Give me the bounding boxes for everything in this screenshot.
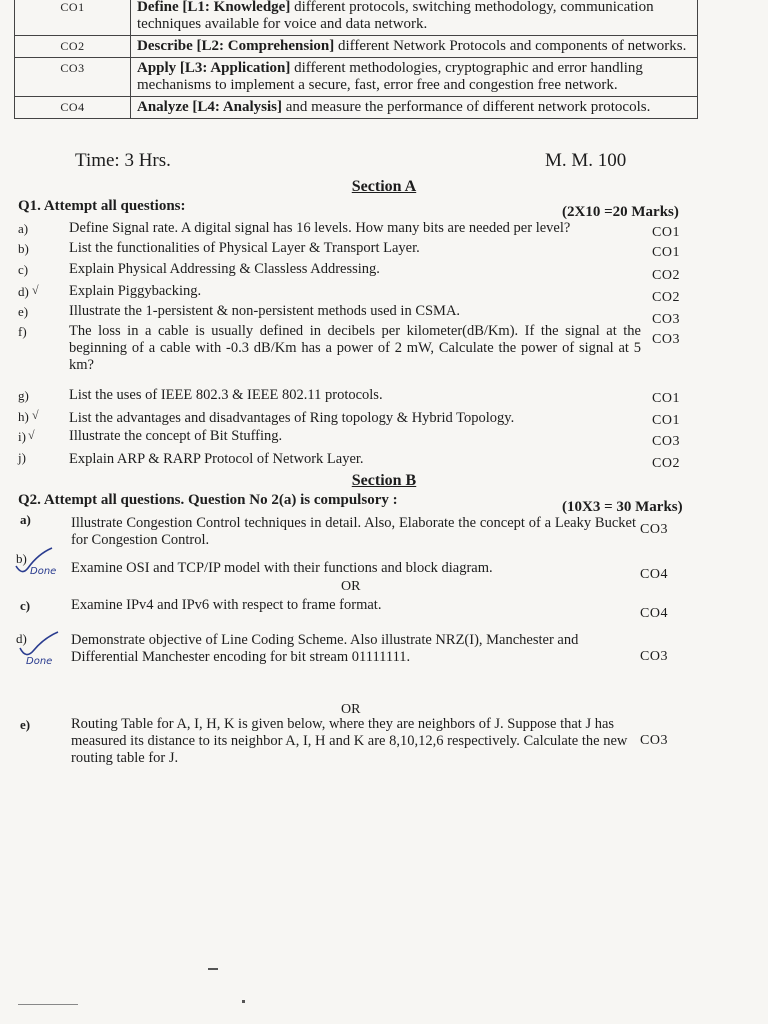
- question-text: The loss in a cable is usually defined in decibels per kilometer(dB/Km). If the signal at the beginning of a cable with -0.3 dB/Km has a power of 2 mW, Calculate the power of signal at 5 km?: [69, 323, 641, 373]
- question-label: g): [18, 388, 29, 403]
- question-label: a): [20, 512, 31, 527]
- outcome-description: [131, 0, 698, 36]
- question-text: Explain Piggybacking.: [69, 283, 202, 299]
- question-label: f): [18, 324, 27, 339]
- course-outcomes-table: [14, 0, 698, 119]
- question-text: Define Signal rate. A digital signal has 16 levels. How many bits are needed per level?: [69, 220, 571, 236]
- outcome-description: [131, 97, 698, 119]
- question-text: Examine IPv4 and IPv6 with respect to frame format.: [71, 597, 382, 613]
- outcome-text: different protocols, switching methodology, communication techniques available for voice and data network.: [137, 0, 654, 32]
- question-co: CO3: [640, 522, 668, 537]
- question-co: CO4: [640, 606, 668, 621]
- question-co: CO3: [652, 434, 680, 449]
- outcome-text: different methodologies, cryptographic and error handling mechanisms to implement a secure, fast, error free and congestion free network.: [137, 60, 643, 93]
- question-co: CO2: [652, 456, 680, 471]
- question-text: Routing Table for A, I, H, K is given below, where they are neighbors of J. Suppose that J has measured its distance to its neighbor A, I, H and K are 8,10,12,6 respectively. Calculate the new routing table for J.: [71, 716, 628, 766]
- scan-speck: [242, 1000, 245, 1003]
- question-co: CO2: [652, 268, 680, 283]
- table-row: [15, 97, 698, 119]
- section-b-title: Section B: [351, 472, 417, 489]
- question-co: CO3: [640, 733, 668, 748]
- section-a-title: Section A: [351, 178, 417, 195]
- question-text: List the advantages and disadvantages of Ring topology & Hybrid Topology.: [69, 410, 515, 426]
- question-co: CO4: [640, 567, 668, 582]
- outcome-text: different Network Protocols and components of networks.: [337, 38, 687, 54]
- done-annotation: Done: [30, 566, 57, 577]
- outcome-code: CO1: [15, 0, 131, 36]
- question-co: CO3: [652, 312, 680, 327]
- question-text: Illustrate the 1-persistent & non-persistent methods used in CSMA.: [69, 303, 461, 319]
- table-row: [15, 58, 698, 97]
- question-label: e): [20, 717, 31, 732]
- outcome-text: and measure the performance of different network protocols.: [285, 99, 651, 115]
- question-label: d): [18, 284, 29, 299]
- question-label: d): [16, 631, 27, 646]
- question-text: Demonstrate objective of Line Coding Scheme. Also illustrate NRZ(I), Manchester and Differential Manchester encoding for bit stream 01111111.: [71, 632, 579, 665]
- outcome-level: Describe [L2: Comprehension]: [137, 38, 335, 54]
- outcome-level: Define [L1: Knowledge]: [137, 0, 291, 15]
- outcome-code: CO4: [15, 97, 131, 119]
- or-separator: OR: [341, 702, 361, 717]
- question-label: a): [18, 221, 29, 236]
- question-text: List the functionalities of Physical Layer & Transport Layer.: [69, 240, 420, 256]
- table-row: [15, 36, 698, 58]
- exam-duration: Time: 3 Hrs.: [75, 150, 171, 171]
- tick-mark: √: [32, 283, 39, 297]
- scan-line: [18, 1004, 78, 1005]
- outcome-description: [131, 58, 698, 97]
- question-co: CO3: [640, 649, 668, 664]
- outcome-level: Apply [L3: Application]: [137, 60, 291, 76]
- question-text: Illustrate Congestion Control techniques in detail. Also, Elaborate the concept of a Leaky Bucket for Congestion Control.: [71, 515, 636, 548]
- question-label: c): [20, 598, 31, 613]
- question-co: CO3: [652, 332, 680, 347]
- section-a-marks: (2X10 =20 Marks): [562, 204, 679, 220]
- tick-mark: √: [32, 408, 39, 422]
- question-text: Explain Physical Addressing & Classless Addressing.: [69, 261, 380, 277]
- question-co: CO1: [652, 245, 680, 260]
- question-label: c): [18, 262, 29, 277]
- outcome-code: CO3: [15, 58, 131, 97]
- or-separator: OR: [341, 579, 361, 594]
- question-text: Illustrate the concept of Bit Stuffing.: [69, 428, 283, 444]
- question-label: b): [16, 551, 27, 566]
- done-annotation: Done: [26, 656, 53, 667]
- question-text: Explain ARP & RARP Protocol of Network Layer.: [69, 451, 364, 467]
- question-label: j): [18, 450, 26, 465]
- question-text: Examine OSI and TCP/IP model with their functions and block diagram.: [71, 560, 493, 576]
- question-text: List the uses of IEEE 802.3 & IEEE 802.11 protocols.: [69, 387, 383, 403]
- outcome-code: CO2: [15, 36, 131, 58]
- question-co: CO2: [652, 290, 680, 305]
- max-marks: M. M. 100: [545, 150, 627, 171]
- question-co: CO1: [652, 225, 680, 240]
- scan-smudge: [208, 968, 218, 970]
- question-co: CO1: [652, 413, 680, 428]
- section-b-marks: (10X3 = 30 Marks): [562, 499, 683, 515]
- question-label: b): [18, 241, 29, 256]
- table-row: [15, 0, 698, 36]
- tick-mark: √: [28, 428, 35, 442]
- outcome-level: Analyze [L4: Analysis]: [137, 99, 283, 115]
- outcome-description: [131, 36, 698, 58]
- section-b-instruction: Q2. Attempt all questions. Question No 2(a) is compulsory :: [18, 492, 398, 508]
- question-label: e): [18, 304, 29, 319]
- section-a-instruction: Q1. Attempt all questions:: [18, 198, 186, 214]
- question-label: h): [18, 409, 29, 424]
- question-label: i): [18, 429, 26, 444]
- question-co: CO1: [652, 391, 680, 406]
